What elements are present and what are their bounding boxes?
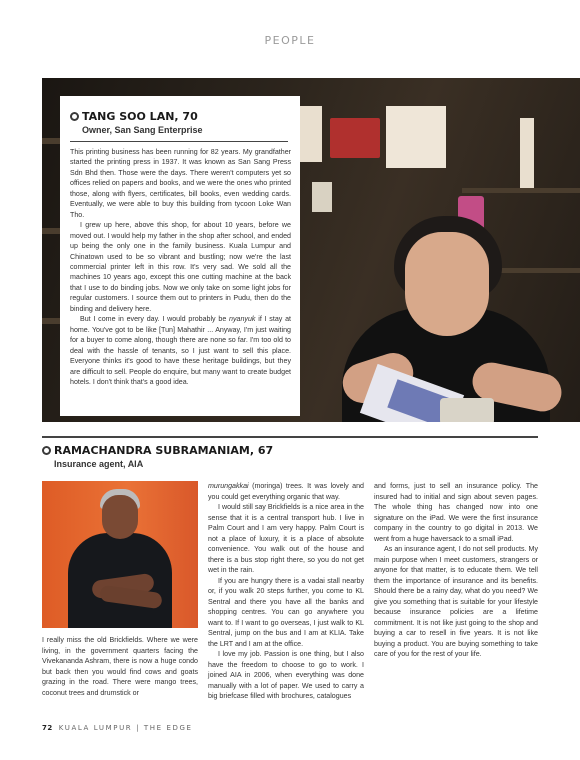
page-footer — [42, 724, 193, 732]
profile-name: RAMACHANDRA SUBRAMANIAM, 67 — [54, 444, 274, 457]
profile-header-ramachandra — [42, 444, 538, 475]
paragraph: This printing business has been running for 82 years. My grandfather started the printing press in 1937. It was known as San Sang Press Sdn Bhd then. Those were the days. There weren't computers yet so offices relied on papers and books, and we were the ones who printed those, along with flyers, certificates, bill books, even wedding cards. Eventually, we were able to buy this building from tycoon Loke Wan Tho. — [70, 148, 291, 219]
page-number: 72 — [42, 724, 53, 732]
paragraph: murungakkai (moringa) trees. It was lovely and you could get everything organic that way. — [208, 482, 364, 501]
paragraph: As an insurance agent, I do not sell products. My main purpose when I meet customers, strangers or anyone for that matter, is to educate them. We tell them the importance of insurance and its benefits. Should there be a rainy day, what do you need? We give you something that is suitable for your lifestyle because insurance policies are a lifetime commitment. It is not like just going to the shop and buying a car to resell in five years. It is not like buying a product. You are buying something to take care of you for the rest of your life. — [374, 545, 538, 658]
profile-role: Insurance agent, AIA — [54, 459, 144, 469]
article-column-3 — [374, 481, 538, 660]
article-column-1 — [42, 635, 198, 698]
paragraph: But I come in every day. I would probably be nyanyuk if I stay at home. You've got to be like [Tun] Mahathir ... Anyway, I'm just waiting for a buyer to come along, though there are none so far. I'm too old to deal with the hassle of tenants, so I just want to sell this place. Everyone thinks it's good to have these heritage buildings, but they are difficult to sell. People do enquire, but many want to create budget hotels. I don't think that's a good idea. — [70, 315, 292, 386]
publication-name: KUALA LUMPUR | THE EDGE — [58, 724, 193, 732]
paragraph: I love my job. Passion is one thing, but I also have the freedom to choose to go to work. I joined AIA in 2006, when everything was done manually with a lot of paper. We used to carry a big briefcase filled with brochures, catalogues — [208, 650, 364, 700]
bullet-icon — [42, 446, 51, 455]
divider — [70, 141, 288, 142]
paragraph: If you are hungry there is a vadai stall nearby or, if you walk 20 steps further, you come to KL Sentral and there you have all the banks and shopping centres. You can go anywhere you want to. If I want to go overseas, I just walk to KL Sentral, jump on the bus and I am at KLIA. Take the LRT and I am at the office. — [208, 576, 364, 648]
section-label: PEOPLE — [264, 34, 316, 47]
portrait-photo-ramachandra — [42, 481, 198, 628]
article-column-2 — [208, 481, 364, 702]
paragraph: and forms, just to sell an insurance policy. The insured had to initial and sign about seven pages. The whole thing has changed now into one signature on the iPad. We were the first insurance company in the country to go digital in 2013. We went from a huge haversack to a small iPad. — [374, 482, 538, 543]
bullet-icon — [70, 112, 79, 121]
profile-role: Owner, San Sang Enterprise — [82, 125, 203, 135]
section-divider — [42, 436, 538, 438]
paragraph: I really miss the old Brickfields. Where we were living, in the government quarters facing the Vivekananda Ashram, there is now a huge condo but back then you would find cows and goats grazing in the road. There were mango trees, coconut trees and drumstick or — [42, 636, 198, 697]
profile-body — [70, 147, 291, 387]
profile-card-tang-soo-lan — [60, 96, 300, 416]
paragraph: I would still say Brickfields is a nice area in the sense that it is a central transport hub. I live in Palm Court and I am very happy. Palm Court is not a place of luxury, it is a place of absolute convenience. You walk out of the house and there is a bus stop right there, so you do not get wet in the rain. — [208, 503, 364, 574]
profile-name: TANG SOO LAN, 70 — [82, 110, 198, 123]
paragraph: I grew up here, above this shop, for about 10 years, before we moved out. I would help my father in the shop after school, and ended up being the only one in the family business. Kuala Lumpur and Chinatown used to be so vibrant and bustling; now we're the last commercial printer left in this row. It's very sad. We sold all the machines 10 years ago, except this one cutting machine at the back that I use to do binding jobs. Now we only take on some light jobs for regular customers. I source them out to printers in Pudu, then do the binding and delivery here. — [70, 221, 291, 313]
